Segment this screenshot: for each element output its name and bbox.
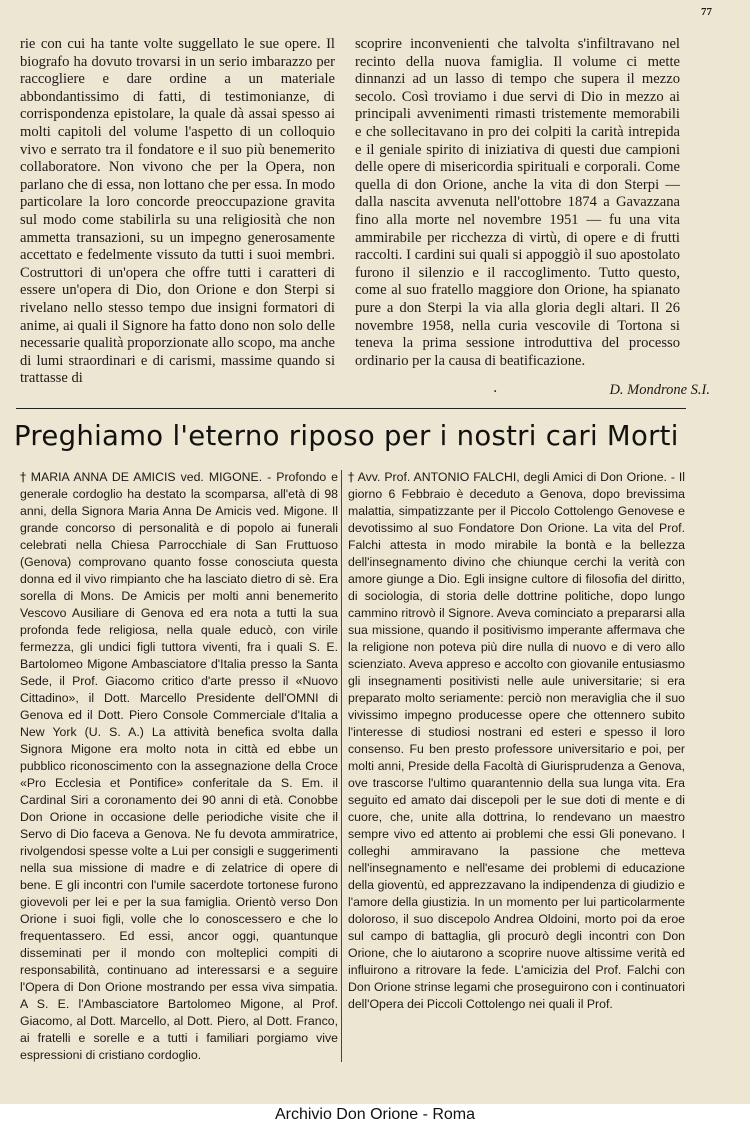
- signature-mark: ·: [493, 384, 498, 400]
- obituary-1-text: MARIA ANNA DE AMICIS ved. MIGONE. - Profondo e generale cordoglio ha destato la scomparsa, all'età di 98 anni, della Signora Maria Anna De Amicis ved. Migone. Il grande concorso di personalità e di popolo ai funerali celebrati nella Chiesa Parrocchiale di San Fruttuoso (Genova) comprovano quanto fosse conosciuta questa donna ed il vivo rimpianto che ha lasciato dietro di sè. Era sorella di Mons. De Amicis per molti anni benemerito Vescovo Ausiliare di Genova ed era nota a tutti la sua profonda fede religiosa, nella quale educò, con virile fermezza, gli undici figli tuttora viventi, fra i quali S. E. Bartolomeo Migone Ambasciatore d'Italia presso la Santa Sede, il Prof. Giacomo critico d'arte presso il «Nuovo Cittadino», il Dott. Marcello Presidente dell'OMNI di Genova ed il Dott. Piero Console Commerciale d'Italia a New York (U. S. A.) La attività benefica svolta dalla Signora Migone era molto nota in città ed ebbe un pubblico riconoscimento con la assegnazione della Croce «Pro Ecclesia et Pontifice» conferitale da S. Em. il Cardinal Siri a coronamento dei 90 anni di età. Conobbe Don Orione in occasione delle periodiche visite che il Servo di Dio faceva a Genova. Ne fu devota ammiratrice, rivolgendosi spesse volte a Lui per consigli e suggerimenti nella sua missione di madre e di zelatrice di opere di bene. E gli incontri con l'umile sacerdote tortonese furono giovevoli per lei e per la sua famiglia. Orientò verso Don Orione i suoi figli, volle che lo conoscessero e che lo frequentassero. Ed essi, ancor oggi, quantunque disseminati per il mondo con molteplici compiti di responsabilità, continuano ad interessarsi e a seguire l'Opera di Don Orione mostrando per essa viva simpatia. A S. E. l'Ambasciatore Bartolomeo Migone, al Prof. Giacomo, al Dott. Marcello, al Dott. Piero, al Dott. Franco, ai fratelli e sorelle e a tutti i familiari porgiamo vive espressioni di cristiano cordoglio.: [20, 470, 339, 1062]
- article-signature: D. Mondrone S.I.: [609, 382, 710, 398]
- obituary-2-text-block: [348, 469, 685, 1013]
- obituary-column-divider: [341, 470, 342, 1062]
- obituary-1-text-block: [20, 469, 338, 1064]
- page-number: 77: [701, 6, 712, 18]
- cross-icon: †: [20, 470, 28, 484]
- article-paragraph-right: scoprire inconvenienti che talvolta s'infiltravano nel recinto della nuova famiglia. Il volume ci mette dinnanzi ad un lasso di tempo che supera il mezzo secolo. Così troviamo i due servi di Dio in mezzo ai principali avvenimenti rimasti tristemente memorabili e che sollecitavano in pro dei colpiti la carità intrepida e il geniale spirito di iniziativa di questi due campioni delle opere di misericordia spirituali e corporali. Come quella di don Orione, anche la vita di don Sterpi — dalla nascita avvenuta nell'ottobre 1874 a Gavazzana fino alla morte nel novembre 1951 — fu una vita ammirabile per ricchezza di virtù, di opere e di frutti raccolti. I cardini sui quali si appoggiò il suo apostolato furono il silenzio e il raccoglimento. Tutto questo, come al suo fratello maggiore don Orione, ha spianato pure a don Sterpi la via alla gloria degli altari. Il 26 novembre 1958, nella curia vescovile di Tortona si teneva la prima sessione introduttiva del processo ordinario per la causa di beatificazione.: [355, 36, 680, 369]
- obituary-2-text: Avv. Prof. ANTONIO FALCHI, degli Amici di Don Orione. - Il giorno 6 Febbraio è deceduto a Genova, dopo brevissima malattia, simpatizzante per il Piccolo Cottolengo Genovese e devotissimo al suo Fondatore Don Orione. La vita del Prof. Falchi attesta in modo mirabile la bontà e la bellezza dell'insegnamento divino che chiunque cerchi la verità con amore giunge a Dio. Egli insigne cultore di filosofia del diritto, di sociologia, di storia delle dottrine politiche, dopo lungo cammino ritrovò il Signore. Aveva cominciato a prepararsi alla sua missione, quando il positivismo imperante affermava che la religione non poteva più dire nulla di nuovo e di vero allo scienziato. Aveva appreso e accolto con giovanile entusiasmo gli insegnamenti positivisti nelle aule universitarie; si era preparato molto seriamente: perciò non meraviglia che il suo vivissimo impegno producesse opere che ottennero subito l'interesse di studiosi nostrani ed esteri e spesso il loro consenso. Fu ben presto professore universitario e poi, per molti anni, Preside della Facoltà di Giurisprudenza a Genova, ove trascorse l'ultimo quarantennio della sua lunga vita. Era seguito ed amato dai discepoli per le sue doti di mente e di cuore, che, unite alla dottrina, lo rendevano un maestro sempre vivo ed attento ai problemi che essi Gli ponevano. I colleghi ammiravano la passione che metteva nell'insegnamento e nell'esame dei problemi di educazione della gioventù, ed apprezzavano la indipendenza di giudizio e l'amore della giustizia. In un momento per lui particolarmente doloroso, il suo discepolo Andrea Oldoini, morto poi da eroe sul campo di battaglia, gli procurò degli incontri con Don Orione, che lo aiutarono a scoprire nuove altissime verità ed influirono a ritrovare la fede. L'amicizia del Prof. Falchi con Don Orione strinse legami che proseguirono con i continuatori dell'Opera dei Piccoli Cottolengo nei quali il Prof.: [348, 470, 686, 1011]
- obituary-2: [348, 469, 685, 1013]
- archive-footer: [0, 1104, 750, 1128]
- article-paragraph-left: rie con cui ha tante volte suggellato le sue opere. Il biografo ha dovuto trovarsi in un serio imbarazzo per raccogliere e dare ordine a un materiale abbondantissimo di fatti, di testimonianze, di corrispondenza epistolare, la quale dà assai spesso ai molti capitoli del volume l'aspetto di un colloquio vivo e serrato tra il fondatore e il suo più benemerito collaboratore. Non vivono che per la Opera, non parlano che di essa, non lottano che per essa. In modo particolare la loro concorde preoccupazione gravita sul modo come stabilirla su una religiosità che non ammetta transazioni, su un impegno generosamente accettato e fedelmente vissuto da tutti i suoi membri. Costruttori di un'opera che offre tutti i caratteri di essere un'opera di Dio, don Orione e don Sterpi si rivelano nello stesso tempo due insigni formatori di anime, ai quali il Signore ha fatto dono non solo delle necessarie qualità proporzionate allo scopo, ma anche di lumi straordinari e di carismi, massime quando si trattasse di: [20, 36, 335, 387]
- article-column-right: [355, 36, 680, 370]
- obituary-1: [20, 469, 338, 1064]
- footer-text: Archivio Don Orione - Roma: [274, 1106, 476, 1123]
- article-column-left: [20, 36, 335, 388]
- cross-icon: †: [348, 470, 355, 484]
- section-divider: [16, 408, 686, 409]
- section-title: Preghiamo l'eterno riposo per i nostri cari Morti: [14, 420, 679, 452]
